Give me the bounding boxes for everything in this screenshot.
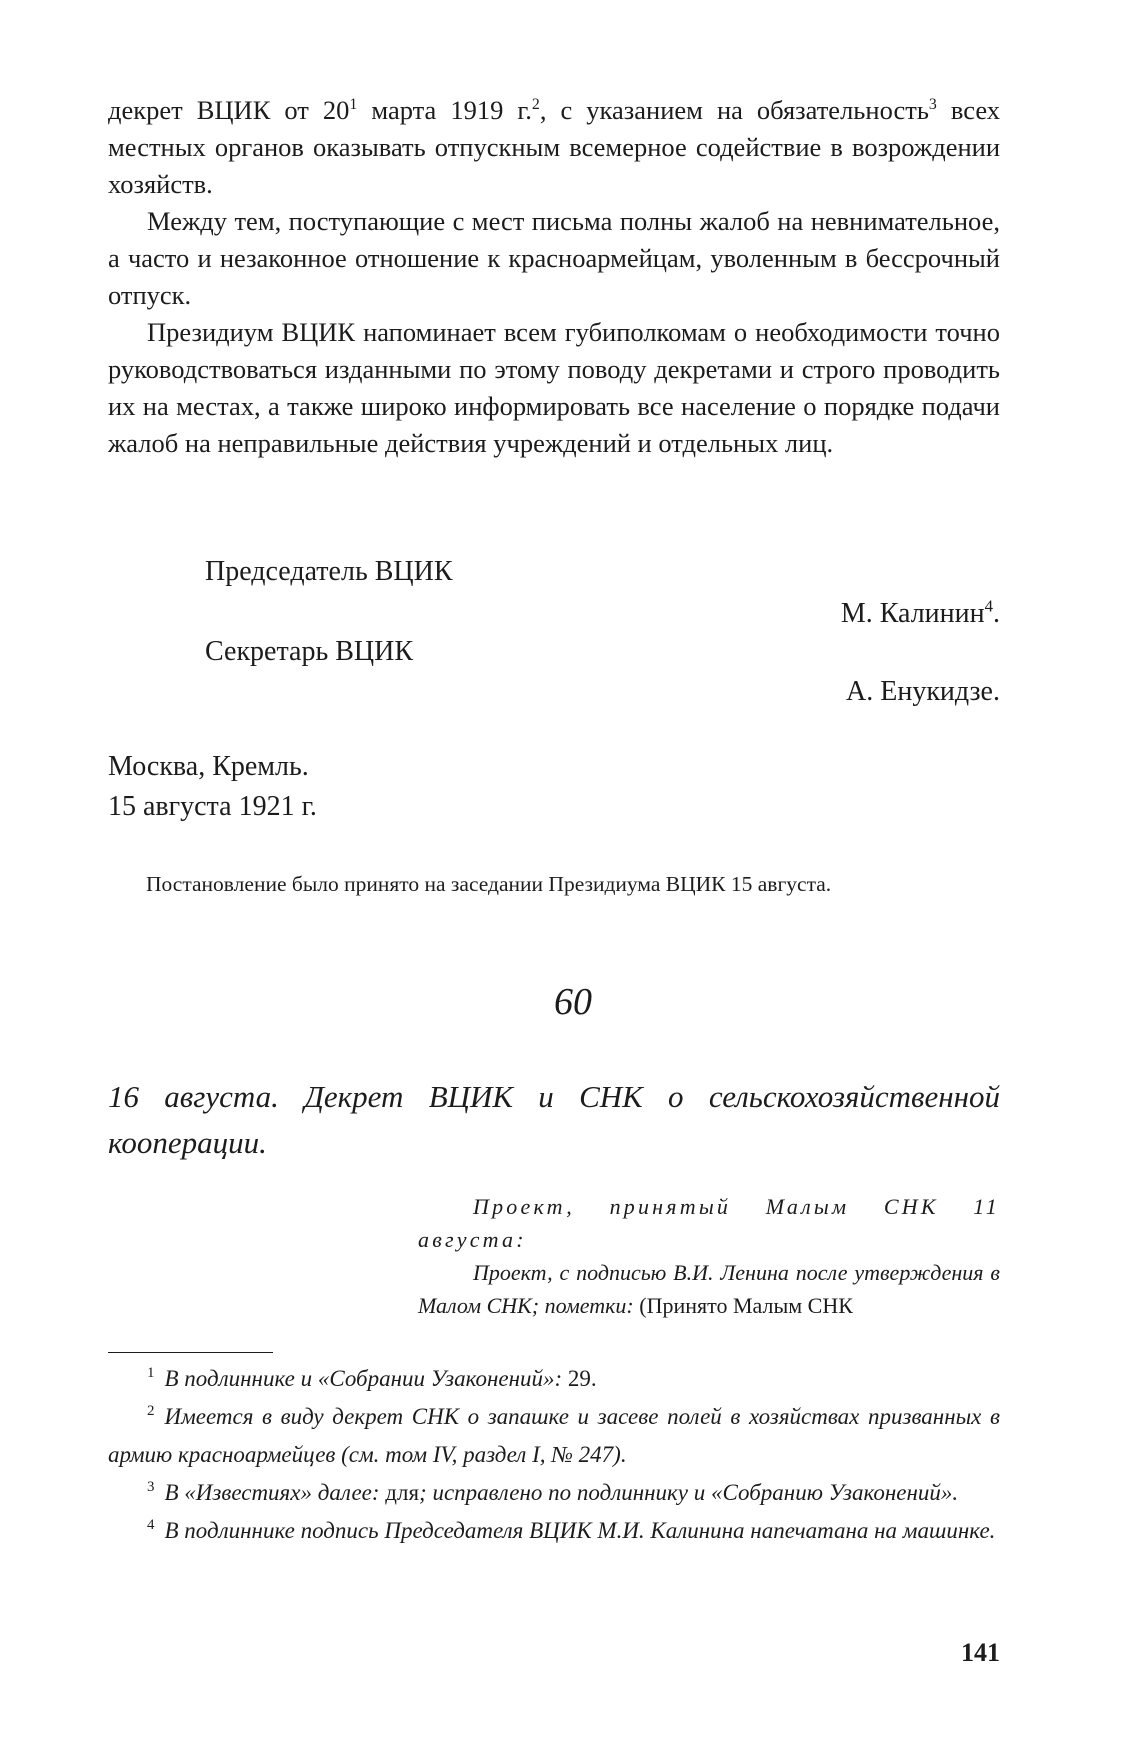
footnote-3: $^3$ В «Известиях» далее: для; исправлено по подлиннику и «Собранию Узаконений». <box>147 1479 959 1505</box>
chair-name: М. Калинин$^4$. <box>840 596 1000 629</box>
place-date: 15 августа 1921 г. <box>108 791 317 822</box>
source-line-1: Проект, принятый Малым СНК 11 августа: <box>418 1194 1000 1252</box>
body-text-block <box>108 92 1000 462</box>
footnote-separator <box>108 1352 273 1353</box>
paragraph-1: декрет ВЦИК от $20^1$ марта 1919 г.$^2$, с указанием на обязательность$^3$ всех местных органов оказывать отпускным всемерное содействие в возрождении хозяйств. <box>108 95 1000 199</box>
secretary-title: Секретарь ВЦИК <box>205 636 414 667</box>
footnote-4: $^4$ В подлиннике подпись Председателя ВЦИК М.И. Калинина напечатана на машинке. <box>147 1517 996 1543</box>
page-number: 141 <box>961 1638 1000 1667</box>
footnote-ref-4[interactable]: 4 <box>984 596 993 616</box>
adoption-note: Постановление было принято на заседании Президиума ВЦИК 15 августа. <box>146 872 832 896</box>
footnote-ref-2[interactable]: 2 <box>531 96 540 114</box>
footnote-2: $^2$ Имеется в виду декрет СНК о запашке и засеве полей в хозяйствах призванных в армию красноармейцев (см. том IV, раздел I, № 247). <box>108 1403 1000 1467</box>
document-title: 16 августа. Декрет ВЦИК и СНК о сельскохозяйственной кооперации. <box>108 1079 1000 1160</box>
paragraph-3: Президиум ВЦИК напоминает всем губиполкомам о необходимости точно руководствоваться изданными по этому поводу декретами и строго проводить их на местах, а также широко информировать все население о порядке подачи жалоб на неправильные действия учреждений и отдельных лиц. <box>108 317 1000 458</box>
chair-title: Председатель ВЦИК <box>205 556 453 587</box>
footnotes <box>108 1360 1000 1550</box>
place-city: Москва, Кремль. <box>108 751 309 782</box>
secretary-name: А. Енукидзе. <box>846 676 1000 707</box>
document-number: 60 <box>554 981 592 1023</box>
paragraph-2: Между тем, поступающие с мест письма полны жалоб на невнимательное, а часто и незаконное отношение к красноармейцам, уволенным в бессрочный отпуск. <box>108 206 1000 310</box>
source-description <box>418 1190 1000 1322</box>
footnote-1: $^1$ В подлиннике и «Собрании Узаконений»: 29. <box>147 1365 597 1391</box>
footnote-ref-1[interactable]: 1 <box>349 96 358 114</box>
source-line-2: Проект, с подписью В.И. Ленина после утверждения в Малом СНК; пометки: (Принято Малым СНК <box>418 1260 1000 1318</box>
footnote-ref-3[interactable]: 3 <box>928 96 937 114</box>
